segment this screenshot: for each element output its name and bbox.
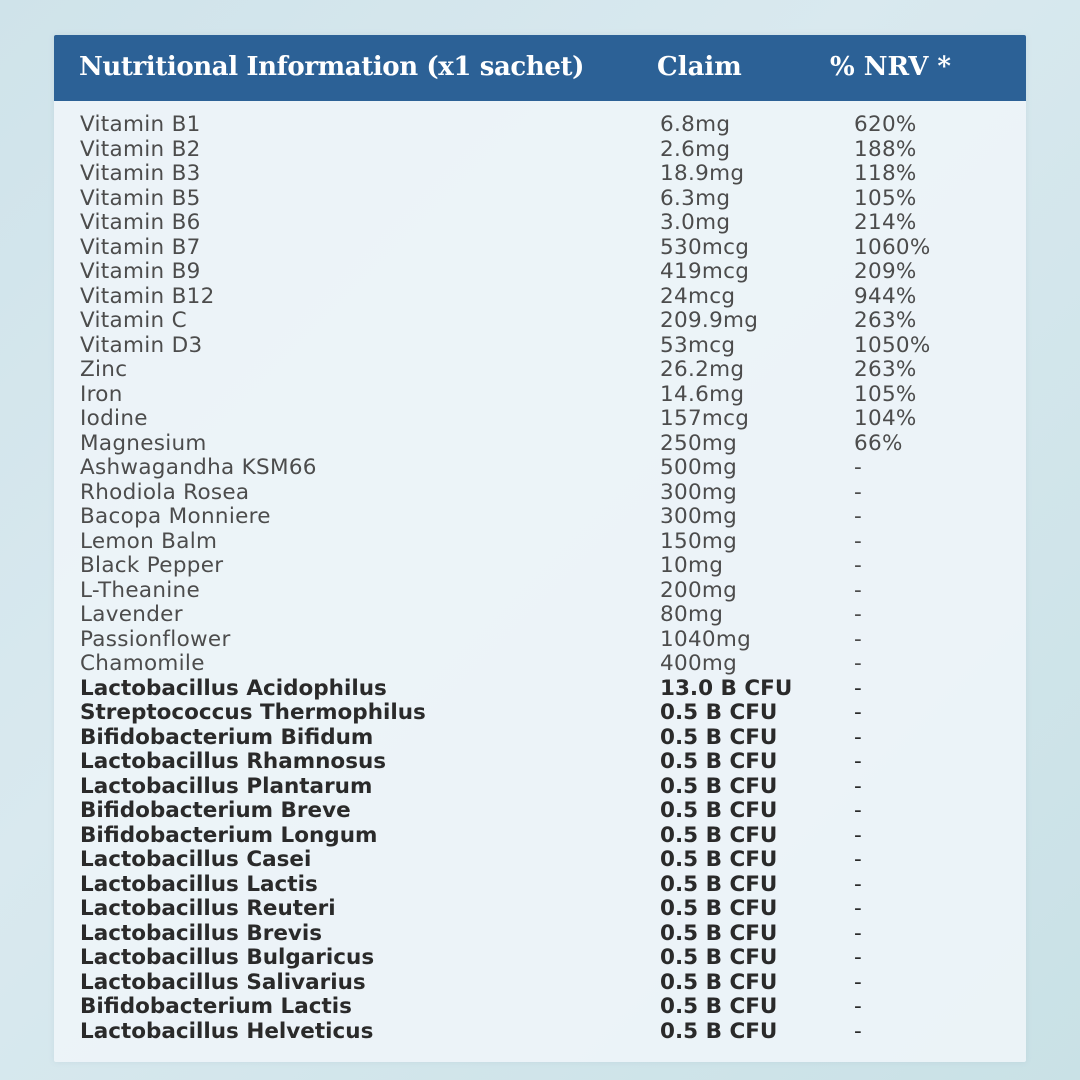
nutrient-name: Vitamin B3 [80,161,201,186]
table-row [54,481,1026,506]
claim-value: 6.8mg [660,112,731,137]
claim-value: 2.6mg [660,136,731,162]
claim-value: 250mg [660,430,738,456]
nrv-value: - [854,602,863,627]
nrv-value: 118% [854,161,917,186]
claim-value: 1040mg [660,626,752,652]
nrv-value: 188% [854,136,917,162]
table-row [54,726,1026,751]
nrv-value: 105% [854,185,917,211]
table-row [54,260,1026,285]
nutrient-name: Vitamin B9 [80,259,201,284]
nrv-value: 944% [854,283,917,309]
claim-value: 53mcg [660,332,736,358]
nutrient-name: Black Pepper [80,553,224,578]
table-row [54,334,1026,359]
nutrient-name: Lactobacillus Reuteri [80,896,336,921]
claim-value: 13.0 B CFU [660,675,793,701]
claim-value: 14.6mg [660,381,745,407]
table-row [54,873,1026,898]
nutrient-name: Bifidobacterium Bifidum [80,724,374,750]
header-nrv: % NRV * [830,52,952,82]
nrv-value: - [854,504,863,529]
nrv-value: 1060% [854,234,931,260]
nutrient-name: Lactobacillus Rhamnosus [80,749,387,774]
nutrient-name: Vitamin B5 [80,185,201,211]
nrv-value: - [854,479,863,505]
table-row [54,554,1026,579]
nrv-value: - [854,700,862,725]
claim-value: 150mg [660,528,738,554]
table-row [54,799,1026,824]
table-row [54,946,1026,971]
nrv-value: 263% [854,357,917,382]
table-row [54,456,1026,481]
claim-value: 209.9mg [660,308,759,333]
claim-value: 3.0mg [660,210,731,235]
table-body [54,113,1026,1044]
claim-value: 0.5 B CFU [660,920,778,946]
table-row [54,358,1026,383]
nrv-value: - [854,675,862,701]
nrv-value: - [854,822,862,848]
nrv-value: 66% [854,430,903,456]
nutrient-name: Bifidobacterium Breve [80,798,351,823]
nutrient-name: Iodine [80,406,148,431]
table-row [54,236,1026,261]
table-row [54,775,1026,800]
table-row [54,579,1026,604]
nrv-value: - [854,773,862,799]
claim-value: 500mg [660,455,738,480]
nutrient-name: Vitamin C [80,308,187,333]
nutrient-name: Vitamin B7 [80,234,201,260]
table-row [54,628,1026,653]
nrv-value: - [854,871,862,897]
table-row [54,1020,1026,1045]
nrv-value: - [854,724,862,750]
nutrient-name: Lactobacillus Brevis [80,920,323,946]
table-row [54,848,1026,873]
claim-value: 0.5 B CFU [660,1018,778,1044]
nutrient-name: Magnesium [80,430,207,456]
table-header [54,35,1026,101]
table-row [54,407,1026,432]
claim-value: 6.3mg [660,185,731,211]
nutrient-name: Lactobacillus Casei [80,847,312,872]
claim-value: 157mcg [660,406,750,431]
header-nutritional-information: Nutritional Information (x1 sachet) [79,52,585,82]
claim-value: 0.5 B CFU [660,798,778,823]
nrv-value: - [854,945,862,970]
nutrition-table [54,35,1026,1062]
nrv-value: 209% [854,259,917,284]
table-row [54,187,1026,212]
nrv-value: - [854,577,863,603]
nrv-value: - [854,455,863,480]
claim-value: 0.5 B CFU [660,945,778,970]
nutrient-name: Chamomile [80,651,205,676]
nutrient-name: Lactobacillus Helveticus [80,1018,374,1044]
nrv-value: - [854,994,862,1019]
claim-value: 26.2mg [660,357,745,382]
claim-value: 0.5 B CFU [660,847,778,872]
claim-value: 0.5 B CFU [660,871,778,897]
nutrient-name: Lemon Balm [80,528,218,554]
nutrient-name: Vitamin B12 [80,283,215,309]
claim-value: 0.5 B CFU [660,773,778,799]
claim-value: 80mg [660,602,724,627]
nutrient-name: Vitamin D3 [80,332,203,358]
table-row [54,432,1026,457]
table-row [54,603,1026,628]
nrv-value: - [854,798,862,823]
claim-value: 0.5 B CFU [660,700,778,725]
nrv-value: - [854,920,862,946]
table-row [54,922,1026,947]
claim-value: 18.9mg [660,161,745,186]
table-row [54,383,1026,408]
table-row [54,162,1026,187]
table-row [54,211,1026,236]
nutrient-name: Ashwagandha KSM66 [80,455,317,480]
nutrient-name: Iron [80,381,123,407]
nutrient-name: Lavender [80,602,183,627]
nrv-value: 263% [854,308,917,333]
table-row [54,750,1026,775]
claim-value: 0.5 B CFU [660,724,778,750]
claim-value: 300mg [660,479,738,505]
claim-value: 0.5 B CFU [660,749,778,774]
nutrient-name: Vitamin B2 [80,136,201,162]
table-row [54,824,1026,849]
nutrient-name: Rhodiola Rosea [80,479,250,505]
nutrient-name: Vitamin B1 [80,112,201,137]
nutrient-name: Lactobacillus Plantarum [80,773,373,799]
claim-value: 530mcg [660,234,750,260]
nutrient-name: Bifidobacterium Lactis [80,994,352,1019]
nutrient-name: Lactobacillus Salivarius [80,969,366,995]
nutrient-name: Bifidobacterium Longum [80,822,378,848]
table-row [54,113,1026,138]
nrv-value: - [854,1018,862,1044]
claim-value: 200mg [660,577,738,603]
nrv-value: - [854,969,862,995]
nutrient-name: Lactobacillus Lactis [80,871,318,897]
table-row [54,285,1026,310]
nutrient-name: Lactobacillus Bulgaricus [80,945,375,970]
table-row [54,701,1026,726]
table-row [54,530,1026,555]
nrv-value: - [854,651,863,676]
table-row [54,652,1026,677]
claim-value: 24mcg [660,283,736,309]
nrv-value: 105% [854,381,917,407]
claim-value: 419mcg [660,259,750,284]
nrv-value: 104% [854,406,917,431]
nrv-value: - [854,528,863,554]
nrv-value: 620% [854,112,917,137]
nrv-value: - [854,847,862,872]
table-row [54,971,1026,996]
nutrient-name: Zinc [80,357,128,382]
nutrient-name: Streptococcus Thermophilus [80,700,426,725]
claim-value: 0.5 B CFU [660,896,778,921]
nutrient-name: Bacopa Monniere [80,504,271,529]
nrv-value: - [854,626,863,652]
nrv-value: - [854,553,863,578]
claim-value: 0.5 B CFU [660,822,778,848]
nutrient-name: Passionflower [80,626,231,652]
table-row [54,995,1026,1020]
claim-value: 400mg [660,651,738,676]
nrv-value: 1050% [854,332,931,358]
nrv-value: - [854,749,862,774]
claim-value: 0.5 B CFU [660,994,778,1019]
table-row [54,677,1026,702]
nrv-value: - [854,896,862,921]
claim-value: 10mg [660,553,724,578]
nutrient-name: Vitamin B6 [80,210,201,235]
table-row [54,309,1026,334]
table-row [54,505,1026,530]
table-row [54,138,1026,163]
header-claim: Claim [657,52,742,82]
nutrient-name: Lactobacillus Acidophilus [80,675,387,701]
table-row [54,897,1026,922]
nrv-value: 214% [854,210,917,235]
claim-value: 300mg [660,504,738,529]
nutrient-name: L-Theanine [80,577,201,603]
claim-value: 0.5 B CFU [660,969,778,995]
